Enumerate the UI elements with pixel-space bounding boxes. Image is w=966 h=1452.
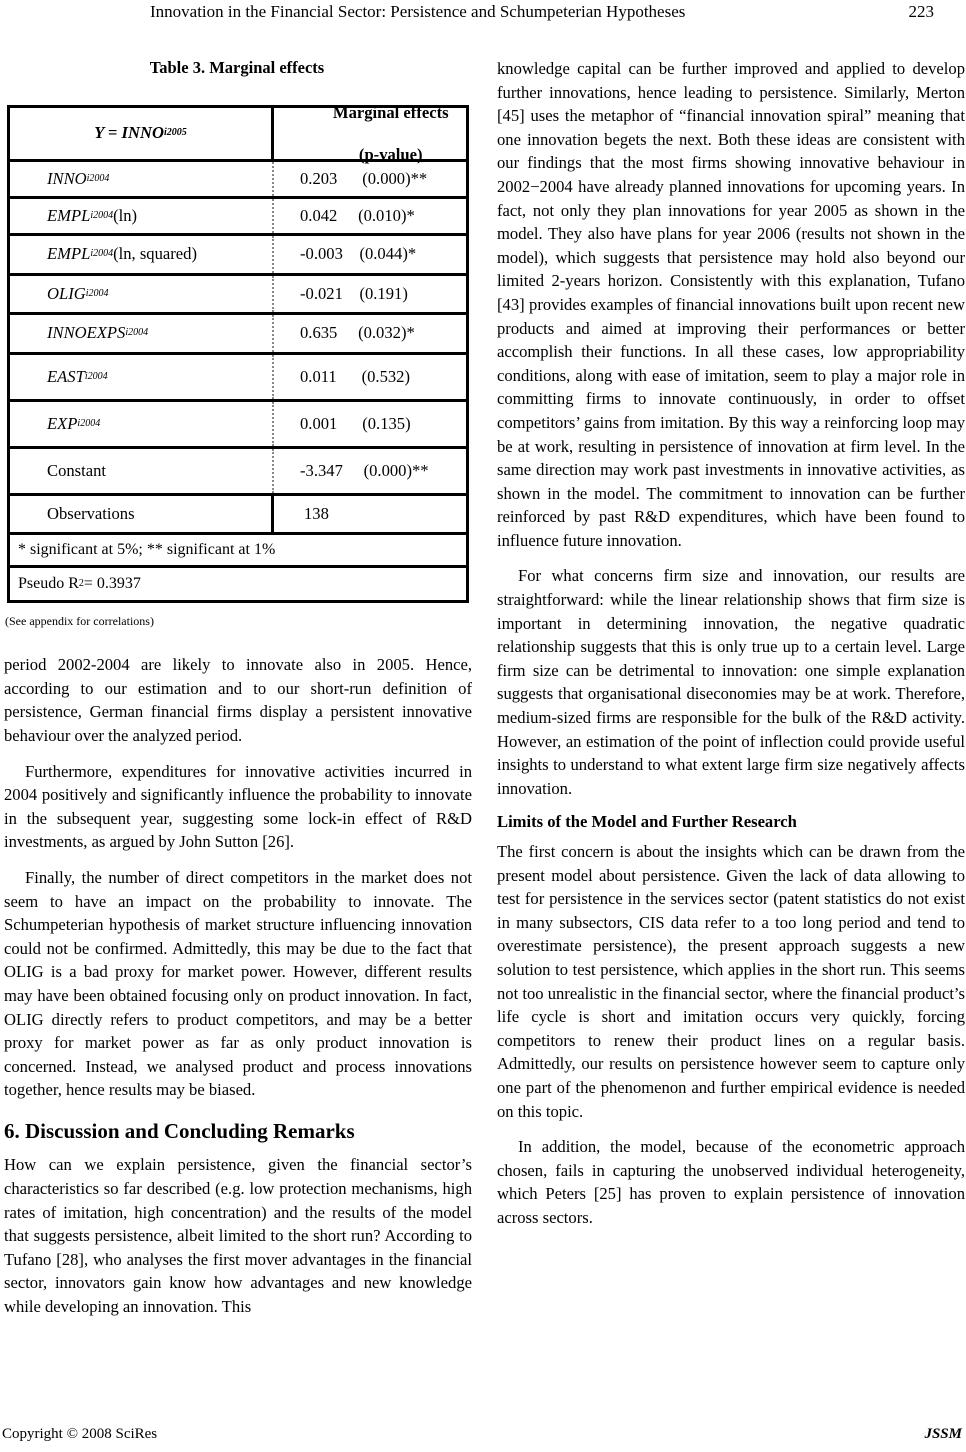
- table-header-row: [10, 102, 466, 164]
- row-sub: i2004: [90, 209, 114, 221]
- table-row: [10, 162, 466, 199]
- header-right-line2: (p-value): [358, 144, 423, 164]
- constant-label: Constant: [10, 449, 274, 493]
- row-value: 0.635 (0.032)*: [300, 323, 415, 343]
- row-value: 0.011 (0.532): [300, 366, 410, 386]
- page-number: 223: [908, 2, 934, 21]
- left-column: [4, 52, 472, 1319]
- header-marginal-effects: [274, 102, 466, 164]
- header-left-sub: i2005: [163, 127, 187, 139]
- row-suffix: (ln, squared): [113, 244, 197, 264]
- sub-heading: Limits of the Model and Further Research: [497, 812, 797, 832]
- row-var: INNO: [47, 168, 87, 188]
- left-paragraph-2: Furthermore, expenditures for innovative activities incurred in 2004 positively and significantly influence the probability to innovate in the subsequent year, suggesting some lock-in effect of R&D investments, as argued by John Sutton [26].: [4, 761, 472, 852]
- appendix-note: (See appendix for correlations): [5, 613, 154, 628]
- left-paragraph-4: How can we explain persistence, given the financial sector’s characteristics so far described (e.g. low protection mechanisms, high rates of imitation, high concentration) and the results of the model that suggests persistence, albeit limited to the short run? According to Tufano [28], who analyses the first mover advantages in the financial sector, innovators gain know how advantages and new knowledge while developing an innovation. This: [4, 1155, 472, 1317]
- copyright: Copyright © 2008 SciRes: [2, 1426, 158, 1442]
- row-sub: i2004: [90, 248, 114, 260]
- row-sub: i2004: [77, 417, 101, 429]
- row-value: 0.001 (0.135): [300, 413, 411, 433]
- pseudo-r2: [10, 568, 141, 600]
- section-heading: 6. Discussion and Concluding Remarks: [4, 1118, 355, 1143]
- table-row-constant: [10, 449, 466, 496]
- right-paragraph-3: The first concern is about the insights which can be drawn from the present model about persistence. Given the lack of data allowing to test for persistence in the services sector (patent statistics do not exist in many subsectors, CIS data refer to a too long period and tend to overestimate persistence), the present approach suggests a new solution to test persistence, which applies in the short run. This seems not too unrealistic in the financial sector, where the financial product’s life cycle is short and imitation occurs very quickly, forcing competitors to renew their product lines on a regular basis. Admittedly, our results on persistence however seem to capture only one part of the phenomenon and further empirical evidence is needed on this topic.: [497, 842, 965, 1121]
- row-sub: i2004: [85, 287, 109, 299]
- pseudo-r2-prefix: Pseudo R: [18, 574, 79, 592]
- row-label: [10, 355, 274, 399]
- journal-name: JSSM: [924, 1426, 962, 1442]
- header-left-text: Y = INNO: [94, 123, 164, 143]
- pseudo-r2-sup: 2: [78, 577, 84, 589]
- row-label: [10, 162, 274, 196]
- table-row: [10, 236, 466, 276]
- row-label: [10, 199, 274, 233]
- header-right-line1: Marginal effects: [332, 102, 449, 122]
- header-dependent-variable: [10, 108, 274, 159]
- significance-note: * significant at 5%; ** significant at 1%: [18, 540, 276, 558]
- running-head-title: Innovation in the Financial Sector: Persistence and Schumpeterian Hypotheses: [150, 2, 686, 21]
- row-sub: i2004: [86, 172, 110, 184]
- left-paragraph-3: Finally, the number of direct competitors in the market does not seem to have an impact on the probability to innovate. The Schumpeterian hypothesis of market structure influencing innovation could not be confirmed. Admittedly, this may be due to the fact that OLIG is a bad proxy for market power. However, different results may have been obtained focusing only on product innovation. In fact, OLIG directly refers to product competitors, and may be a better proxy for market power as far as only product innovation is concerned. Instead, we analysed product and process innovations together, hence results may be biased.: [4, 867, 472, 1100]
- right-paragraph-4: In addition, the model, because of the econometric approach chosen, fails in capturing the unobserved individual heterogeneity, which Peters [25] has proven to explain persistence of innovation across sectors.: [497, 1137, 965, 1227]
- marginal-effects-table: [7, 102, 469, 603]
- right-column: [497, 57, 965, 1230]
- table-row: [10, 199, 466, 236]
- row-label: [10, 276, 274, 312]
- row-var: EAST: [47, 366, 85, 386]
- row-value: -0.003 (0.044)*: [300, 244, 417, 264]
- row-var: EMPL: [47, 244, 91, 264]
- row-value: 0.042 (0.010)*: [300, 205, 415, 225]
- table-row-observations: [10, 496, 466, 535]
- row-sub: i2004: [84, 370, 108, 382]
- footer: [0, 1426, 966, 1448]
- row-var: EMPL: [47, 205, 91, 225]
- row-value: 0.203 (0.000)**: [300, 168, 428, 188]
- pseudo-r2-row: [10, 568, 466, 600]
- table-caption: Table 3. Marginal effects: [149, 58, 325, 77]
- table-row: [10, 276, 466, 315]
- observations-value: 138: [304, 503, 329, 523]
- row-sub: i2004: [125, 327, 149, 339]
- left-paragraph-1: period 2002-2004 are likely to innovate also in 2005. Hence, according to our estimation and to our short-run definition of persistence, German financial firms display a persistent innovative behaviour over the analyzed period.: [4, 655, 472, 745]
- running-head: [0, 2, 966, 26]
- row-var: INNOEXPS: [47, 323, 126, 343]
- pseudo-r2-suffix: = 0.3937: [83, 574, 141, 592]
- right-paragraph-1: knowledge capital can be further improved and applied to develop further innovations, hence leading to persistence. Similarly, Merton [45] uses the metaphor of “financial innovation spiral” meaning that one innovation begets the next. Both these ideas are consistent with our findings that the most firms showing innovative behaviour in 2002−2004 have already planned innovations for upcoming years. In fact, not only they plan innovations for year 2005 as shown in the model. They also have plans for year 2006 (results not shown in the model), which suggests that persistence may hold also beyond our limited 2-years horizon. Consistently with this explanation, Tufano [43] provides examples of financial innovations built upon recent new products and aimed at improving their performances or better accomplish their functions. In all these cases, low appropriability conditions, along with ease of imitation, seem to play a major role in committing firms to innovate continuously, in order to offset competitors’ gains from imitation. By this way a reinforcing loop may be at work, resulting in persistence of innovation at firm level. In the same direction may work past investments in innovative activities, as shown in the model. The commitment to innovation can be further reinforced by past R&D expenditures, which have been found to influence future innovation.: [497, 59, 965, 550]
- row-var: OLIG: [47, 283, 86, 303]
- row-label: [10, 402, 274, 446]
- row-label: [10, 315, 274, 352]
- constant-value: -3.347 (0.000)**: [300, 460, 429, 480]
- table-row: [10, 402, 466, 449]
- table-row: [10, 355, 466, 402]
- significance-note-row: [10, 535, 466, 568]
- row-var: EXP: [47, 413, 78, 433]
- observations-label: Observations: [10, 496, 274, 532]
- row-suffix: (ln): [113, 205, 138, 225]
- right-paragraph-2: For what concerns firm size and innovation, our results are straightforward: while the linear relationship shows that firm size is important in determining innovation, the negative quadratic relationship suggests that this is only true up to a certain level. Large firm size can be detrimental to innovation: one simple explanation suggests that organisational diseconomies may be at work. Therefore, medium-sized firms are responsible for the bulk of the R&D activity. However, an estimation of the point of inflection could provide useful insights to understand to what extent large firm size negatively affects innovation.: [497, 566, 965, 798]
- row-label: [10, 236, 274, 273]
- table-row: [10, 315, 466, 355]
- row-value: -0.021 (0.191): [300, 283, 408, 303]
